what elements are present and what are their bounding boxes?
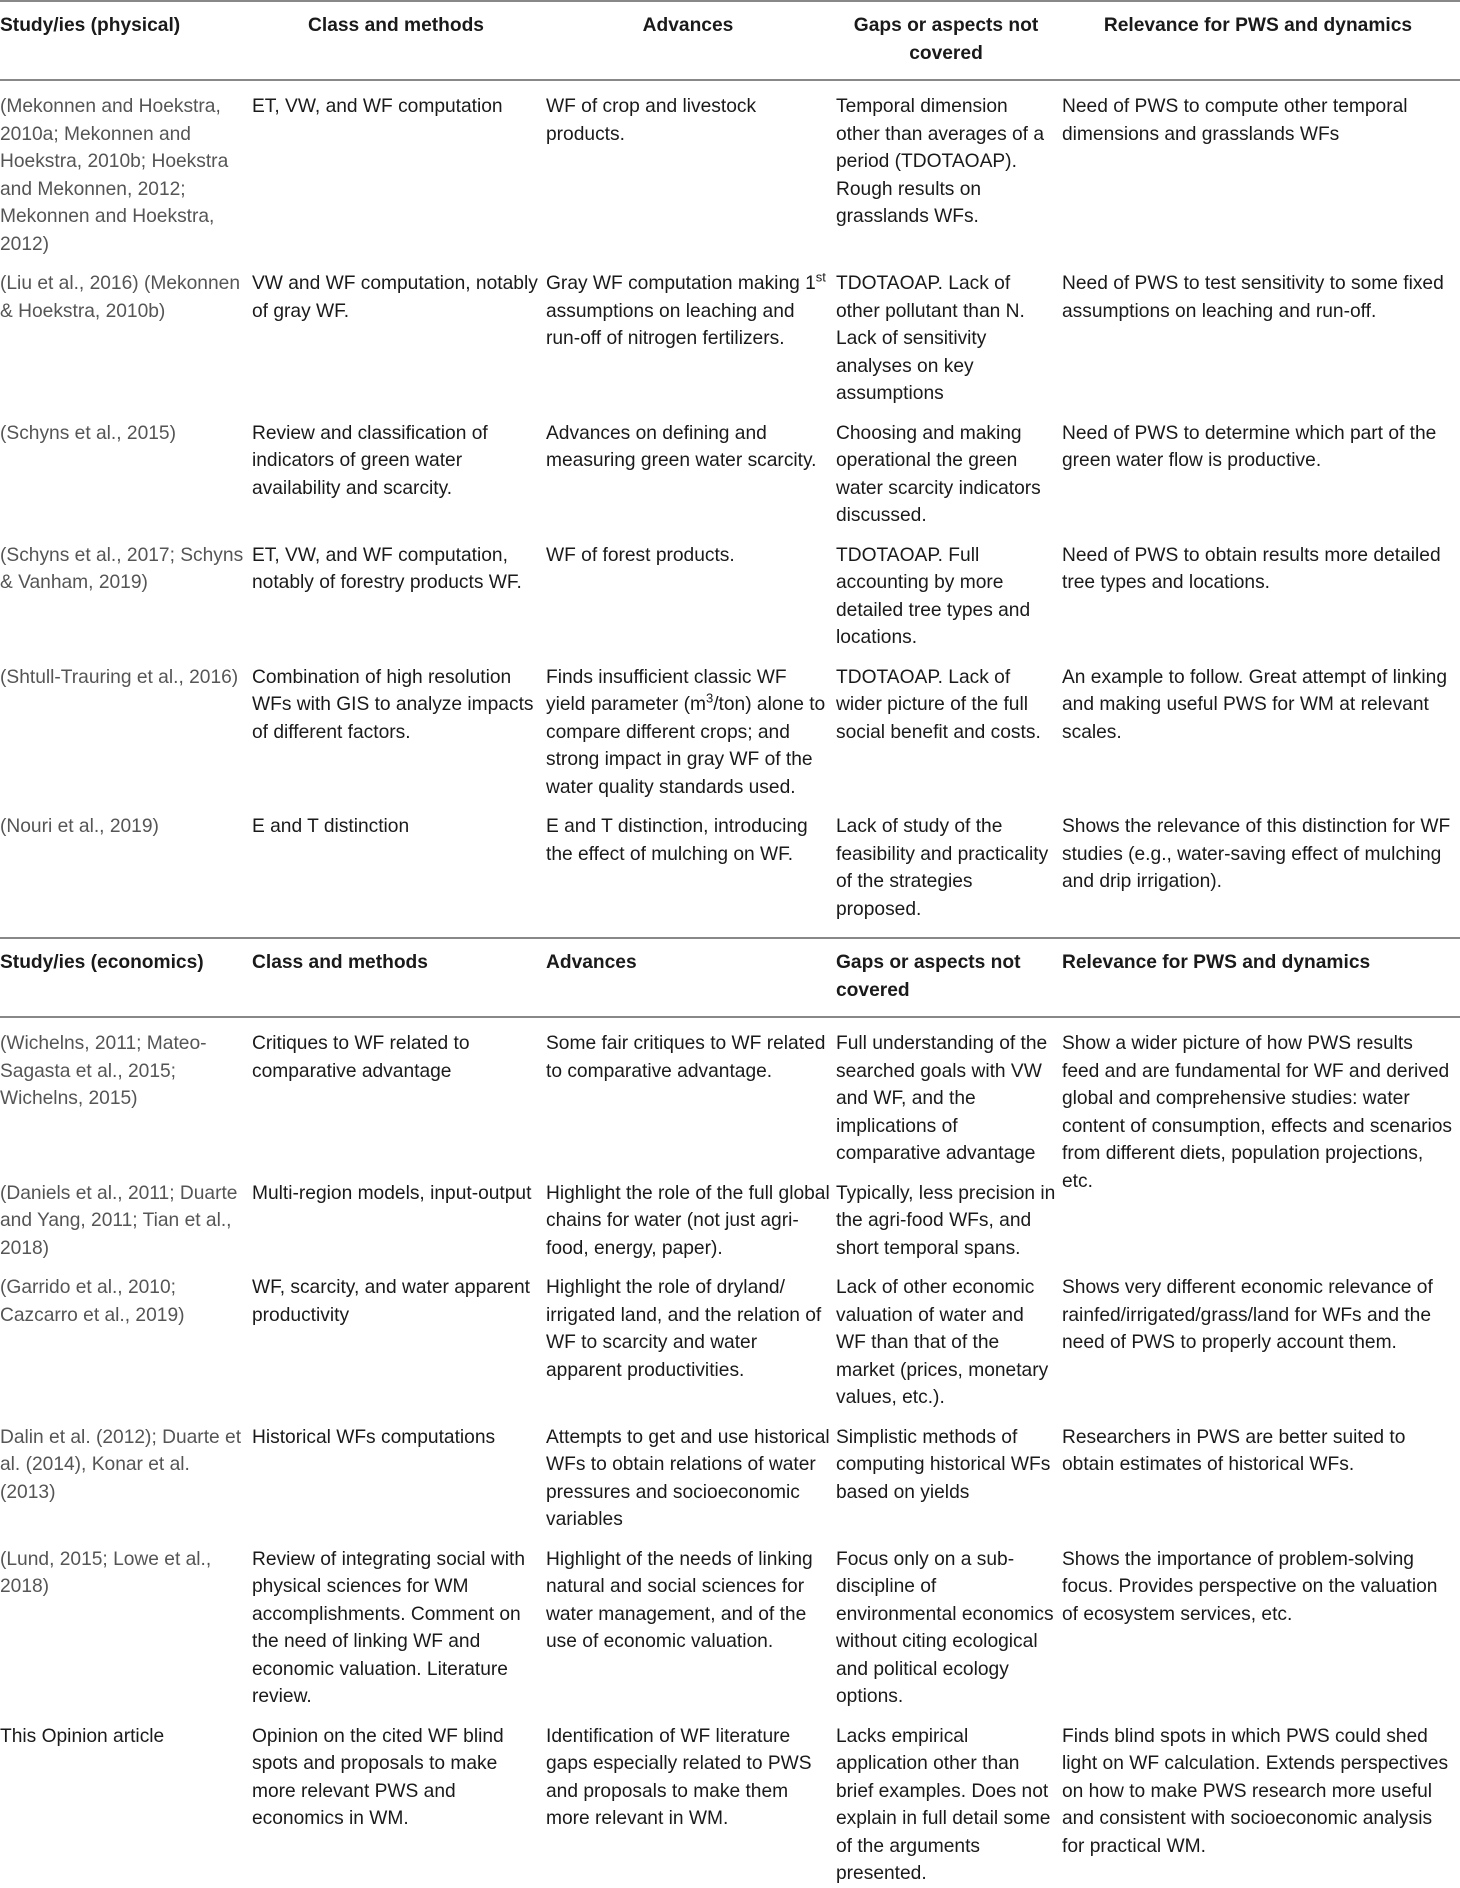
gaps-cell: TDOTAOAP. Lack of other pollutant than N. Lack of sensitivity analyses on key assumptions — [836, 273, 1025, 404]
gaps-cell: Simplistic methods of computing historical WFs based on yields — [836, 1426, 1051, 1503]
header-relevance: Relevance for PWS and dynamics — [1062, 938, 1460, 1017]
study-cell: Dalin et al. (2012); Duarte et al. (2014), Konar et al. (2013) — [0, 1426, 242, 1503]
advances-cell: WF of forest products. — [546, 544, 735, 566]
relevance-cell: Need of PWS to obtain results more detailed tree types and locations. — [1062, 544, 1441, 593]
superscript: 3 — [705, 690, 714, 706]
methods-cell: E and T distinction — [252, 816, 410, 837]
methods-cell: Historical WFs computations — [252, 1426, 496, 1448]
relevance-cell: Need of PWS to determine which part of the green water flow is productive. — [1062, 422, 1437, 471]
study-cell: (Nouri et al., 2019) — [0, 816, 159, 837]
header-study-economics: Study/ies (economics) — [0, 938, 252, 1017]
methods-cell: Multi-region models, input-output — [252, 1182, 532, 1204]
gaps-cell: Temporal dimension other than averages of a period (TDOTAOAP). Rough results on grasslands WFs. — [836, 96, 1045, 227]
gaps-cell: Full understanding of the searched goals with VW and WF, and the implications of comparative advantage — [836, 1033, 1048, 1164]
relevance-cell: Show a wider picture of how PWS results feed and are fundamental for WF and derived global and comprehensive studies: water content of consumption, effects and scenarios from different diets, population projections, etc. — [1062, 1033, 1453, 1192]
study-cell: (Liu et al., 2016) (Mekonnen & Hoekstra, 2010b) — [0, 273, 240, 322]
relevance-cell: Need of PWS to test sensitivity to some fixed assumptions on leaching and run-off. — [1062, 273, 1444, 322]
methods-cell: ET, VW, and WF computation, notably of forestry products WF. — [252, 544, 522, 593]
advances-cell — [546, 258, 836, 408]
study-cell: (Shtull-Trauring et al., 2016) — [0, 666, 239, 688]
header-class-methods: Class and methods — [252, 1, 546, 80]
study-cell: (Wichelns, 2011; Mateo-Sagasta et al., 2015; Wichelns, 2015) — [0, 1033, 207, 1109]
advances-cell: Some fair critiques to WF related to comparative advantage. — [546, 1033, 826, 1082]
advances-cell: Highlight of the needs of linking natural and social sciences for water management, and of the use of economic valuation. — [546, 1548, 813, 1652]
study-cell: (Garrido et al., 2010; Cazcarro et al., 2019) — [0, 1277, 185, 1326]
header-gaps: Gaps or aspects not covered — [836, 1, 1062, 80]
header-gaps: Gaps or aspects not covered — [836, 938, 1062, 1017]
advances-cell: Advances on defining and measuring green water scarcity. — [546, 422, 817, 471]
superscript: st — [815, 269, 826, 285]
physical-header-row — [0, 1, 1460, 80]
methods-cell: VW and WF computation, notably of gray WF. — [252, 273, 538, 322]
study-cell: (Daniels et al., 2011; Duarte and Yang, 2011; Tian et al., 2018) — [0, 1182, 238, 1259]
advances-text: /ton) alone to compare different crops; and strong impact in gray WF of the water quality standards used. — [546, 694, 826, 798]
advances-cell: Identification of WF literature gaps especially related to PWS and proposals to make them more relevant in WM. — [546, 1725, 812, 1829]
relevance-cell: Shows the importance of problem-solving focus. Provides perspective on the valuation of ecosystem services, etc. — [1062, 1548, 1438, 1625]
header-relevance: Relevance for PWS and dynamics — [1062, 1, 1460, 80]
table-row — [0, 408, 1460, 530]
gaps-cell: Lack of study of the feasibility and practicality of the strategies proposed. — [836, 816, 1049, 920]
methods-cell: WF, scarcity, and water apparent productivity — [252, 1277, 530, 1326]
relevance-cell: Shows very different economic relevance of rainfed/irrigated/grass/land for WFs and the need of PWS to properly account them. — [1062, 1277, 1433, 1353]
table-row — [0, 80, 1460, 258]
header-advances: Advances — [546, 938, 836, 1017]
methods-cell: Opinion on the cited WF blind spots and proposals to make more relevant PWS and economics in WM. — [252, 1725, 504, 1829]
table-row — [0, 1534, 1460, 1711]
study-cell: (Lund, 2015; Lowe et al., 2018) — [0, 1548, 212, 1597]
table-row — [0, 1262, 1460, 1412]
header-study-physical: Study/ies (physical) — [0, 1, 252, 80]
relevance-cell: Researchers in PWS are better suited to obtain estimates of historical WFs. — [1062, 1426, 1406, 1475]
advances-text: assumptions on leaching and run-off of nitrogen fertilizers. — [546, 300, 795, 349]
methods-cell: Combination of high resolution WFs with GIS to analyze impacts of different factors. — [252, 666, 534, 743]
gaps-cell: Choosing and making operational the green water scarcity indicators discussed. — [836, 422, 1041, 526]
relevance-cell: Shows the relevance of this distinction for WF studies (e.g., water-saving effect of mulching and drip irrigation). — [1062, 816, 1451, 892]
advances-cell: Highlight the role of the full global chains for water (not just agri-food, energy, paper). — [546, 1182, 830, 1259]
table-row — [0, 530, 1460, 652]
study-cell: (Schyns et al., 2017; Schyns & Vanham, 2019) — [0, 544, 244, 593]
table-row — [0, 1711, 1460, 1888]
study-cell: (Mekonnen and Hoekstra, 2010a; Mekonnen and Hoekstra, 2010b; Hoekstra and Mekonnen, 2012; Mekonnen and Hoekstra, 2012) — [0, 96, 229, 255]
methods-cell: Review of integrating social with physical sciences for WM accomplishments. Comment on the need of linking WF and economic valuation. Literature review. — [252, 1548, 526, 1707]
header-class-methods: Class and methods — [252, 938, 546, 1017]
relevance-cell: Finds blind spots in which PWS could shed light on WF calculation. Extends perspectives on how to make PWS research more useful and consistent with socioeconomic analysis for practical WM. — [1062, 1725, 1449, 1857]
study-cell: (Schyns et al., 2015) — [0, 422, 176, 444]
gaps-cell: TDOTAOAP. Full accounting by more detailed tree types and locations. — [836, 544, 1031, 648]
gaps-cell: Lack of other economic valuation of water and WF than that of the market (prices, monetary values, etc.). — [836, 1277, 1049, 1408]
economics-header-row — [0, 938, 1460, 1017]
table-row — [0, 258, 1460, 408]
table-row — [0, 1017, 1460, 1168]
advances-text: Gray WF computation making 1 — [546, 273, 816, 294]
gaps-cell: Focus only on a sub-discipline of environmental economics without citing ecological and political ecology options. — [836, 1548, 1054, 1707]
advances-cell: WF of crop and livestock products. — [546, 96, 757, 145]
methods-cell: Critiques to WF related to comparative advantage — [252, 1033, 470, 1082]
methods-cell: ET, VW, and WF computation — [252, 96, 503, 117]
header-advances: Advances — [546, 1, 836, 80]
study-cell: This Opinion article — [0, 1725, 165, 1747]
gaps-cell: Typically, less precision in the agri-food WFs, and short temporal spans. — [836, 1182, 1056, 1259]
advances-text: Finds insufficient classic WF yield parameter (m — [546, 666, 787, 715]
relevance-cell: Need of PWS to compute other temporal dimensions and grasslands WFs — [1062, 96, 1408, 145]
advances-cell: E and T distinction, introducing the effect of mulching on WF. — [546, 816, 808, 865]
table-row — [0, 652, 1460, 802]
advances-cell: Attempts to get and use historical WFs to obtain relations of water pressures and socioeconomic variables — [546, 1426, 830, 1530]
advances-cell — [546, 652, 836, 802]
table-row — [0, 1412, 1460, 1534]
gaps-cell: TDOTAOAP. Lack of wider picture of the full social benefit and costs. — [836, 666, 1041, 743]
relevance-cell: An example to follow. Great attempt of linking and making useful PWS for WM at relevant scales. — [1062, 666, 1448, 743]
table-row — [0, 801, 1460, 938]
methods-cell: Review and classification of indicators of green water availability and scarcity. — [252, 422, 488, 499]
gaps-cell: Lacks empirical application other than brief examples. Does not explain in full detail some of the arguments presented. — [836, 1725, 1051, 1884]
advances-cell: Highlight the role of dryland/ irrigated land, and the relation of WF to scarcity and water apparent productivities. — [546, 1277, 822, 1381]
